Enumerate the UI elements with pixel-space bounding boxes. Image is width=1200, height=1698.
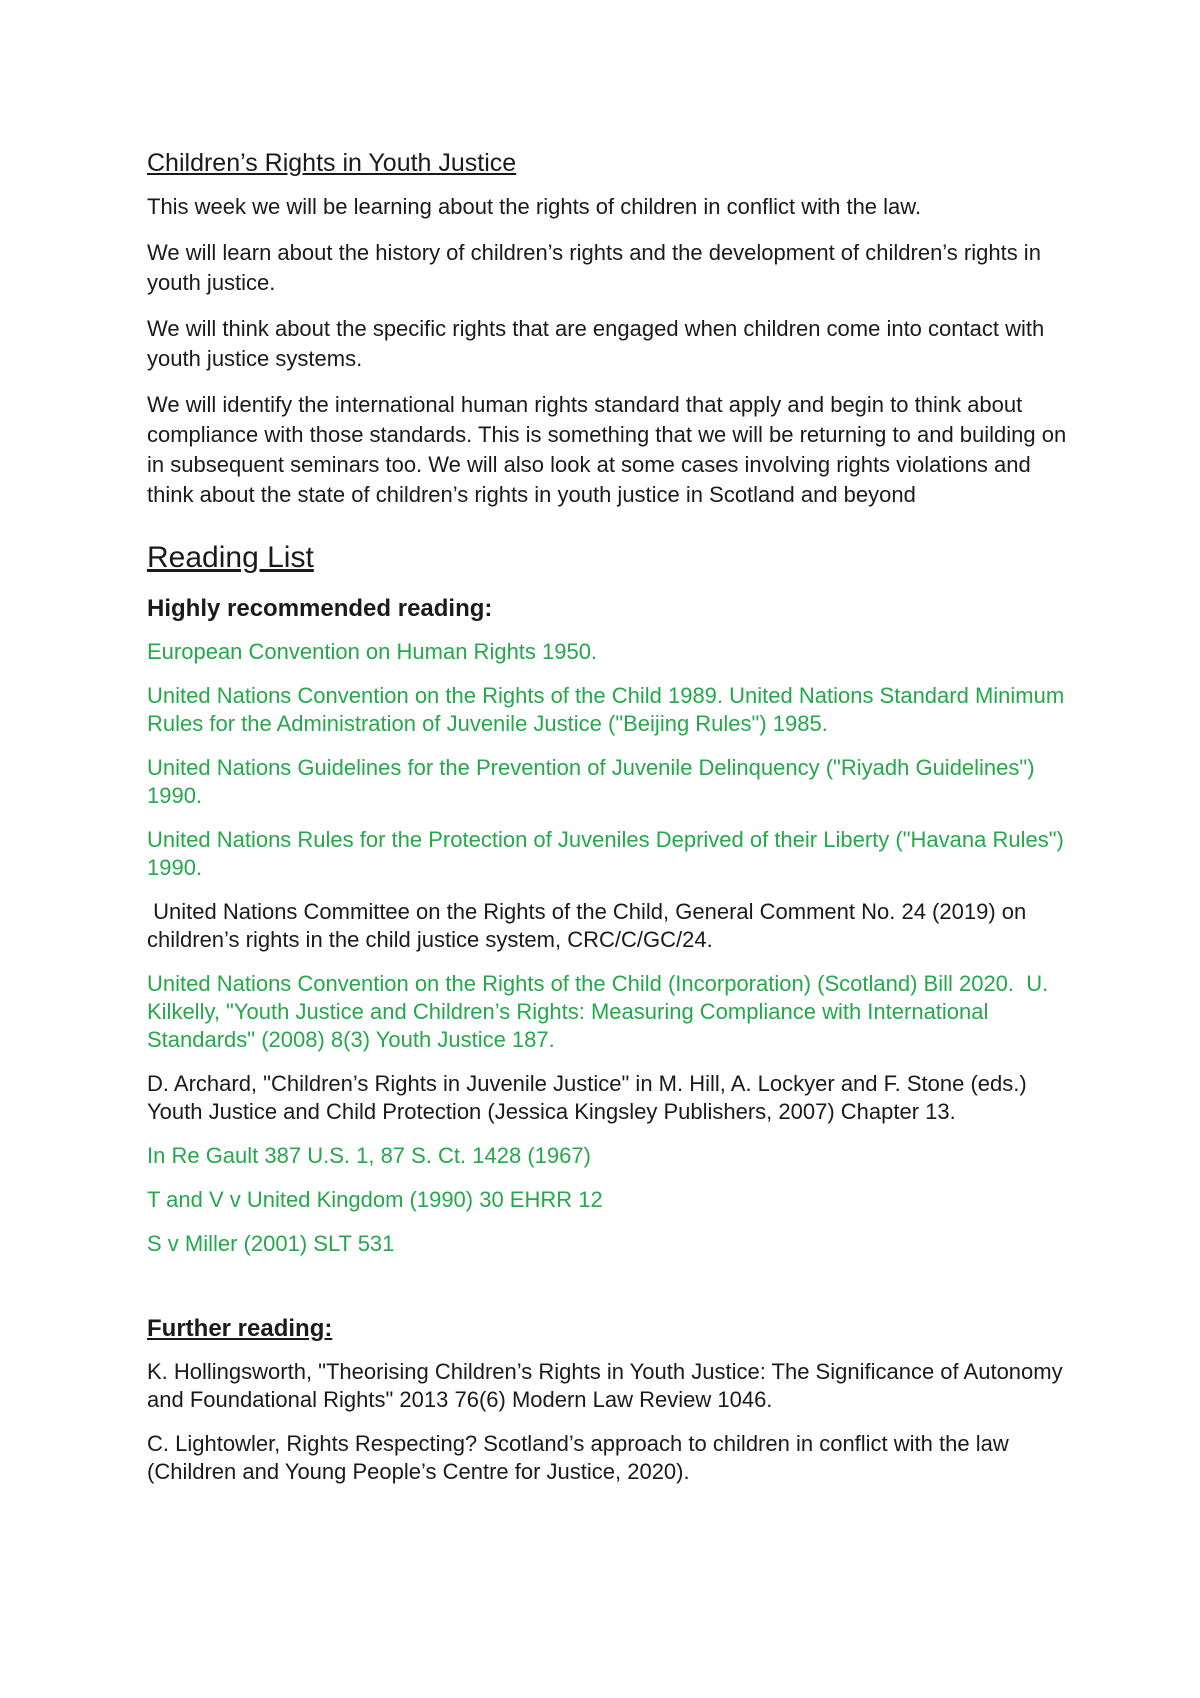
reading-item-uncrc-beijing[interactable]: United Nations Convention on the Rights of the Child 1989. United Nations Standard Minimum Rules for the Administration of Juvenile Justice ("Beijing Rules") 1985. xyxy=(147,683,1065,736)
document-page xyxy=(147,146,1067,1502)
reading-item-incorporation-bill[interactable]: United Nations Convention on the Rights of the Child (Incorporation) (Scotland) Bill 2020. U. Kilkelly, "Youth Justice and Children’s Rights: Measuring Compliance with International Standards" (2008) 8(3) Youth Justice 187. xyxy=(147,971,1055,1052)
further-reading-heading: Further reading: xyxy=(147,1315,333,1342)
reading-item-t-and-v[interactable]: T and V v United Kingdom (1990) 30 EHRR 12 xyxy=(147,1187,603,1212)
reading-list-heading: Reading List xyxy=(147,541,314,574)
reading-item-echr[interactable]: European Convention on Human Rights 1950. xyxy=(147,639,598,664)
intro-paragraph: We will learn about the history of children’s rights and the development of children’s rights in youth justice. xyxy=(147,240,1041,295)
reading-item-general-comment: United Nations Committee on the Rights of the Child, General Comment No. 24 (2019) on children’s rights in the child justice system, CRC/C/GC/24. xyxy=(147,899,1033,952)
highly-recommended-heading: Highly recommended reading: xyxy=(147,595,493,622)
intro-paragraph: We will identify the international human rights standard that apply and begin to think about compliance with those standards. This is something that we will be returning to and building on in subsequent seminars too. We will also look at some cases involving rights violations and think about the state of children’s rights in youth justice in Scotland and beyond xyxy=(147,392,1067,507)
further-item-hollingsworth: K. Hollingsworth, "Theorising Children’s Rights in Youth Justice: The Significance of Autonomy and Foundational Rights" 2013 76(6) Modern Law Review 1046. xyxy=(147,1359,1063,1412)
reading-item-havana[interactable]: United Nations Rules for the Protection of Juveniles Deprived of their Liberty ("Havana Rules") 1990. xyxy=(147,827,1064,880)
further-item-lightowler: C. Lightowler, Rights Respecting? Scotland’s approach to children in conflict with the law (Children and Young People’s Centre for Justice, 2020). xyxy=(147,1431,1009,1484)
intro-paragraph: We will think about the specific rights that are engaged when children come into contact with youth justice systems. xyxy=(147,316,1045,371)
reading-item-archard: D. Archard, "Children’s Rights in Juvenile Justice" in M. Hill, A. Lockyer and F. Stone (eds.) Youth Justice and Child Protection (Jessica Kingsley Publishers, 2007) Chapter 13. xyxy=(147,1071,1027,1124)
document-title: Children’s Rights in Youth Justice xyxy=(147,149,517,177)
reading-item-riyadh[interactable]: United Nations Guidelines for the Prevention of Juvenile Delinquency ("Riyadh Guidelines") 1990. xyxy=(147,755,1035,808)
reading-item-s-v-miller[interactable]: S v Miller (2001) SLT 531 xyxy=(147,1231,395,1256)
intro-paragraph: This week we will be learning about the rights of children in conflict with the law. xyxy=(147,194,922,219)
reading-item-gault[interactable]: In Re Gault 387 U.S. 1, 87 S. Ct. 1428 (1967) xyxy=(147,1143,591,1168)
